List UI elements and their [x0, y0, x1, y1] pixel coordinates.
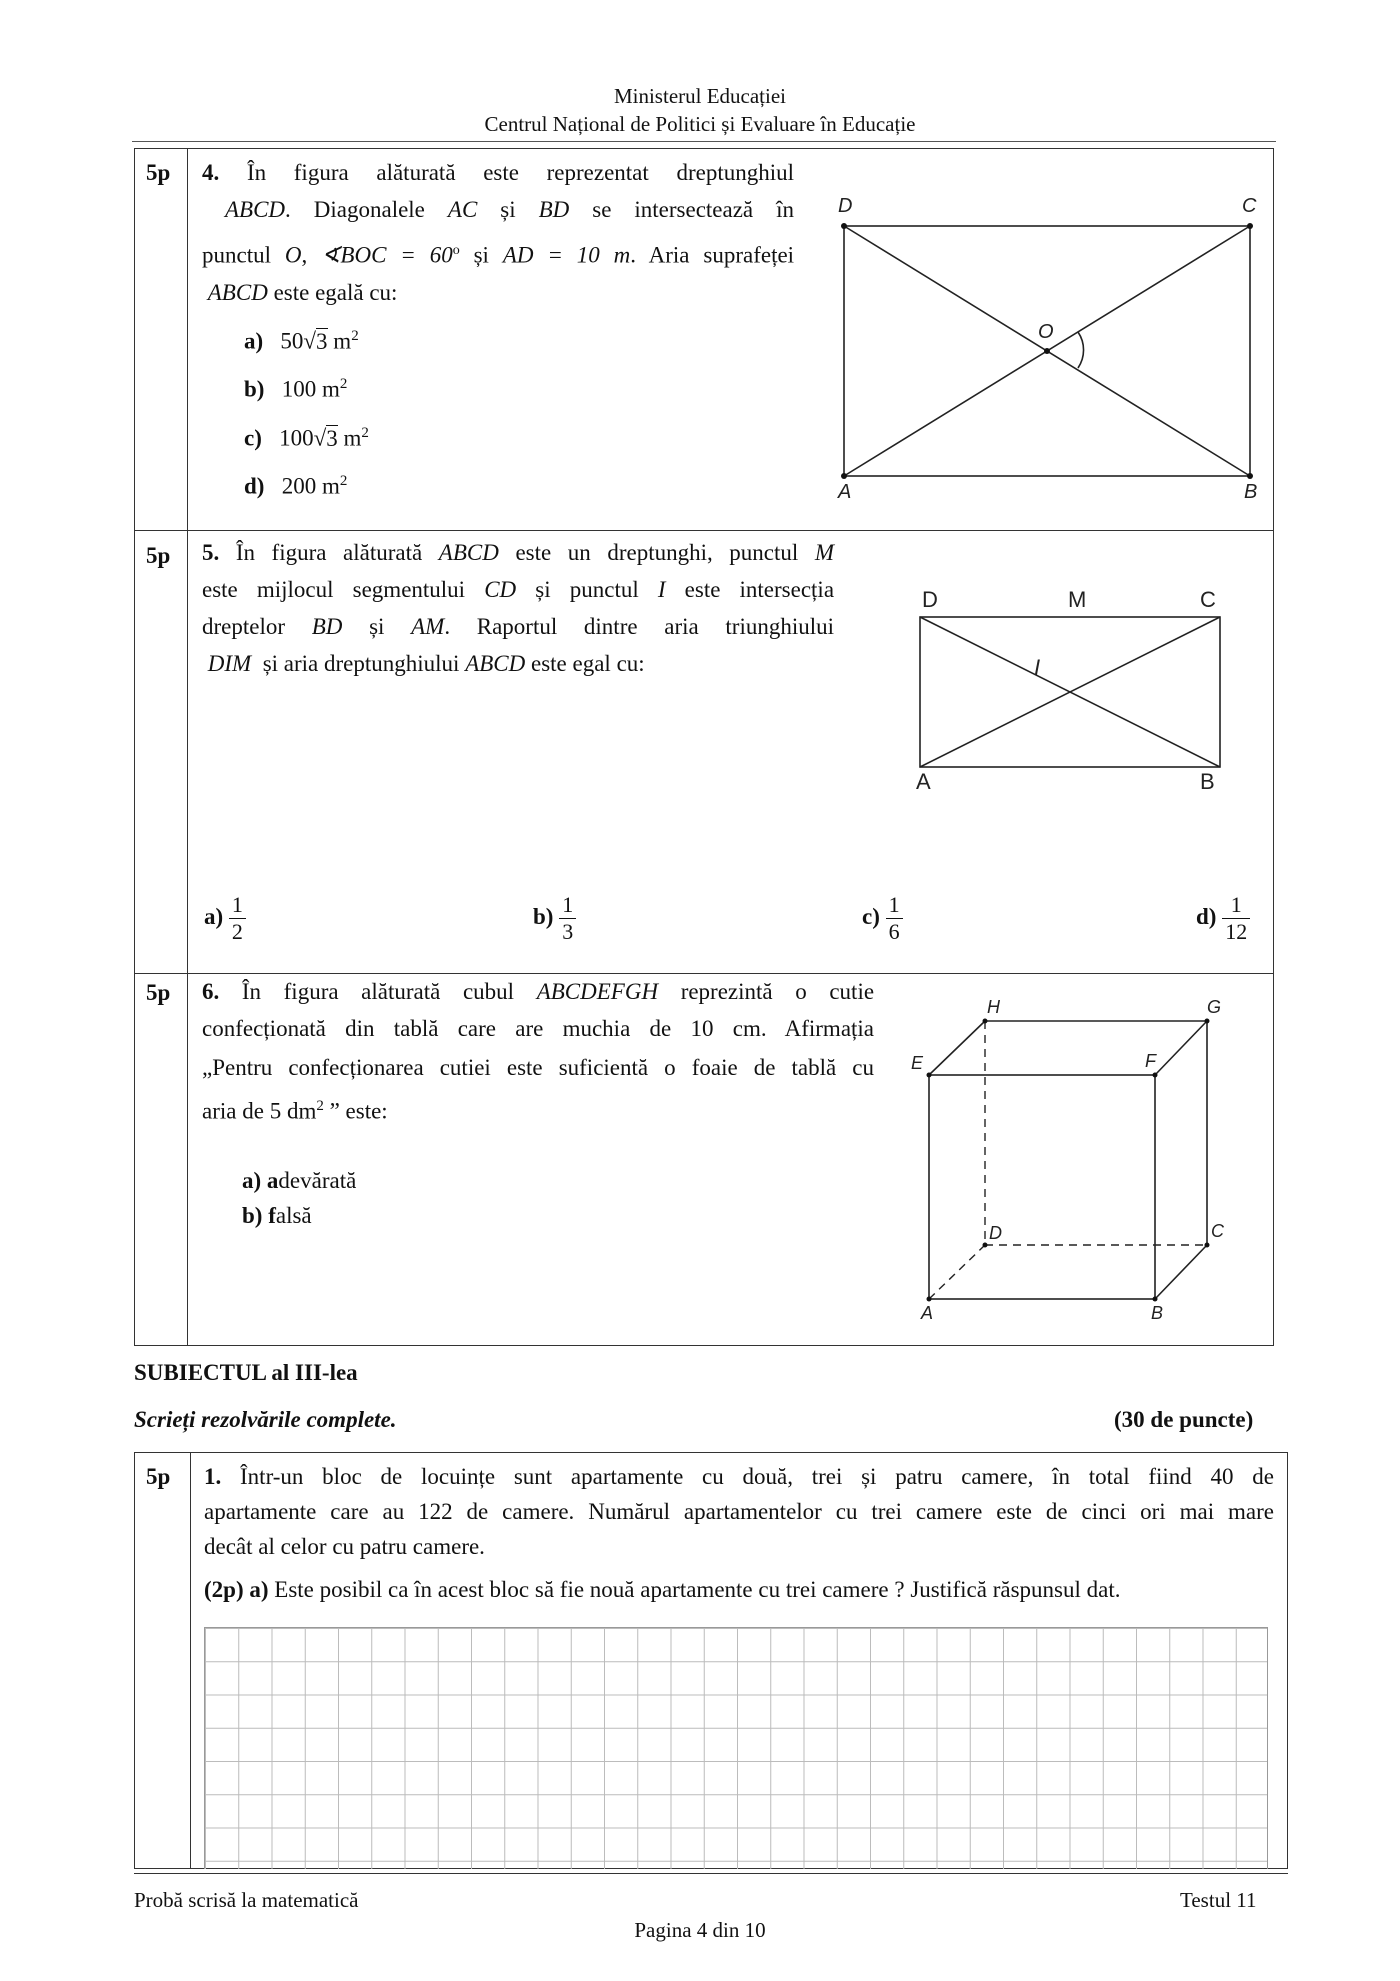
- q6-edge-eh: [929, 1021, 985, 1075]
- q4-text: În figura alăturată este reprezentat dreptunghiul: [246, 160, 794, 185]
- q4-points: 5p: [146, 160, 171, 185]
- q5-label-b: B: [1200, 769, 1215, 794]
- q6-edge-fg: [1155, 1021, 1207, 1075]
- q5-i: I: [657, 577, 666, 602]
- q4-label-a: A: [838, 481, 852, 503]
- section-points: (30 de puncte): [1114, 1407, 1254, 1432]
- q6-cube-figure: [905, 995, 1245, 1325]
- q5-text: este intersecția: [684, 577, 835, 602]
- q6-point-a: [927, 1297, 932, 1302]
- fraction: [229, 892, 246, 945]
- q1-text: apartamente care au: [204, 1499, 405, 1524]
- q5-text: este un dreptunghi, punctul: [515, 540, 799, 565]
- fraction-numerator: 1: [1222, 892, 1250, 919]
- q4-text: ,: [301, 242, 308, 268]
- q4-label-c: C: [1242, 195, 1257, 217]
- q6-statement: [202, 973, 874, 1130]
- option-exp: 2: [361, 425, 369, 441]
- q5-abcd: ABCD: [465, 651, 526, 676]
- option-text: alsă: [275, 1203, 312, 1228]
- q5-label-d: D: [922, 587, 938, 612]
- q6-option-a: [242, 1168, 356, 1194]
- q4-bd: BD: [538, 197, 570, 222]
- option-label: a): [244, 328, 264, 354]
- option-label: a) a: [242, 1168, 279, 1193]
- q1-points: 5p: [146, 1464, 171, 1489]
- option-unit: m: [321, 376, 340, 402]
- q5-am: AM: [411, 614, 445, 639]
- q5-option-c: [862, 892, 903, 945]
- header-ministry: Ministerul Educației: [613, 84, 787, 108]
- option-value: 200: [281, 473, 317, 499]
- option-radicand: 3: [316, 328, 328, 354]
- header-center: Centrul Național de Politici și Evaluare în Educație: [484, 112, 916, 136]
- fraction: [886, 892, 903, 945]
- q6-label-e: E: [911, 1053, 924, 1073]
- q4-rectangle-figure: [820, 190, 1270, 510]
- q6-area-exp: 2: [316, 1098, 324, 1114]
- q4-option-b: [244, 376, 347, 403]
- q5-number: 5.: [202, 540, 220, 565]
- option-unit: m: [321, 473, 340, 499]
- fraction-numerator: 1: [229, 892, 246, 919]
- q4-option-d: [244, 473, 347, 500]
- q6-points: 5p: [146, 980, 171, 1005]
- q6-edge: 10 cm: [690, 1016, 761, 1041]
- q6-area: 5 dm: [269, 1098, 317, 1124]
- q4-point-o: [1044, 348, 1050, 354]
- q4-ac: AC: [447, 197, 478, 222]
- q5-label-c: C: [1200, 587, 1216, 612]
- q6-point-f: [1153, 1073, 1158, 1078]
- q6-point-e: [927, 1073, 932, 1078]
- q5-label-a: A: [916, 769, 931, 794]
- q1-text: de camere. Numărul apartamentelor cu trei camere este de cinci ori mai mare: [466, 1499, 1274, 1524]
- q4-o: O: [284, 242, 302, 268]
- q6-text: confecționată din tablă care are muchia de: [202, 1016, 672, 1041]
- q1-subpoint-label: (2p) a): [204, 1577, 269, 1602]
- q6-label-g: G: [1207, 997, 1222, 1017]
- q5-option-d: [1196, 892, 1250, 945]
- option-exp: 2: [339, 473, 348, 489]
- q4-text: . Aria suprafeței: [630, 242, 795, 268]
- q6-text: aria de: [202, 1098, 264, 1124]
- section-instruction: Scrieți rezolvările complete.: [134, 1407, 397, 1432]
- option-value: 100: [281, 376, 317, 402]
- q6-label-c: C: [1211, 1221, 1224, 1241]
- q4-angle-arc: [1078, 332, 1084, 368]
- q1-number: 1.: [204, 1464, 222, 1489]
- q6-hidden-edge-ad: [929, 1245, 985, 1299]
- option-label: d): [1196, 903, 1217, 929]
- q4-abcd: ABCD: [224, 197, 286, 222]
- q4-text: . Diagonalele: [285, 197, 425, 222]
- fraction: [559, 892, 576, 945]
- q4-label-d: D: [838, 195, 853, 217]
- option-value: 100: [279, 425, 314, 451]
- q1-text: Într-un bloc de locuințe sunt apartamente cu două, trei și patru camere, în total fiind 40 de: [240, 1464, 1275, 1489]
- q1-bottom-rule: [134, 1873, 1288, 1874]
- fraction-denominator: 12: [1225, 919, 1248, 944]
- q4-ad: AD = 10 m: [502, 242, 631, 268]
- q4-point-c: [1247, 223, 1253, 229]
- q6-text: reprezintă o cutie: [680, 979, 875, 1004]
- q6-edge-bc: [1155, 1245, 1207, 1299]
- option-text: devărată: [278, 1168, 357, 1193]
- q1-rooms: 122: [418, 1499, 453, 1524]
- q6-label-a: A: [921, 1303, 934, 1323]
- q4-point-a: [841, 473, 847, 479]
- q5-text: și punctul: [535, 577, 639, 602]
- q5-statement: [202, 534, 834, 682]
- q4-statement: [202, 154, 794, 311]
- q6-number: 6.: [202, 979, 220, 1004]
- q6-label-b: B: [1151, 1303, 1164, 1323]
- q4-angle: ∢BOC = 60: [321, 242, 453, 268]
- q6-point-d: [983, 1243, 988, 1248]
- q4-text: este egală cu:: [273, 279, 398, 305]
- q6-point-g: [1205, 1019, 1210, 1024]
- q4-option-c: c) 100√3 $m^2$: [244, 425, 369, 451]
- q5-text: . Raportul dintre aria triunghiului: [444, 614, 835, 639]
- q5-cd: CD: [484, 577, 517, 602]
- q5-text: În figura alăturată: [235, 540, 423, 565]
- q6-point-h: [983, 1019, 988, 1024]
- option-label: b) f: [242, 1203, 276, 1228]
- option-label: b): [244, 376, 265, 402]
- q4-point-d: [841, 223, 847, 229]
- q6-cube: ABCDEFGH: [536, 979, 659, 1004]
- q4-abcd: ABCD: [207, 279, 268, 305]
- option-value: 50: [280, 328, 304, 354]
- footer-page: Pagina 4 din 10: [634, 1918, 766, 1942]
- answer-grid[interactable]: [204, 1627, 1268, 1869]
- q5-dim: DIM: [207, 651, 252, 676]
- q6-label-d: D: [989, 1223, 1002, 1243]
- q5-option-a: [204, 892, 246, 945]
- q6-option-b: [242, 1203, 312, 1229]
- q5-m: M: [814, 540, 835, 565]
- points-column-divider: [187, 148, 188, 1346]
- footer-left: Probă scrisă la matematică: [134, 1888, 359, 1912]
- q1-subpoint-text: Este posibil ca în acest bloc să fie nouă apartamente cu trei camere ? Justifică răspunsul dat.: [274, 1577, 1121, 1602]
- q4-text: se intersectează în: [592, 197, 795, 222]
- q5-text: și aria dreptunghiului: [262, 651, 460, 676]
- option-label: d): [244, 473, 265, 499]
- q4-option-a: a) 50√3 $m^2$: [244, 328, 359, 354]
- row-divider-4-5: [134, 530, 1274, 531]
- q6-text: În figura alăturată cubul: [241, 979, 515, 1004]
- option-label: a): [204, 903, 224, 929]
- option-exp: 2: [351, 328, 359, 344]
- q5-text: este egal cu:: [531, 651, 645, 676]
- fraction-denominator: 3: [562, 919, 574, 944]
- q4-number: 4.: [202, 160, 220, 185]
- fraction-numerator: 1: [559, 892, 576, 919]
- q4-text: și: [473, 242, 489, 268]
- q5-text: este mijlocul segmentului: [202, 577, 466, 602]
- q1-statement: [204, 1459, 1274, 1607]
- q4-point-b: [1247, 473, 1253, 479]
- q6-label-f: F: [1145, 1051, 1156, 1071]
- q5-points: 5p: [146, 543, 171, 568]
- q4-degree: o: [452, 243, 460, 258]
- q5-option-b: [533, 892, 576, 945]
- option-unit: m: [343, 425, 362, 451]
- q6-text: „Pentru confecționarea cutiei este suficientă o foaie de tablă cu: [202, 1055, 874, 1080]
- q5-rectangle-figure: [900, 575, 1240, 795]
- q5-text: dreptelor: [202, 614, 286, 639]
- q5-abcd: ABCD: [438, 540, 499, 565]
- fraction-numerator: 1: [886, 892, 903, 919]
- q5-label-i: I: [1034, 655, 1041, 680]
- q1-points-divider: [190, 1452, 191, 1869]
- section-title: SUBIECTUL al III-lea: [134, 1360, 358, 1385]
- fraction-denominator: 2: [231, 919, 243, 944]
- q5-text: și: [369, 614, 385, 639]
- fraction: [1222, 892, 1250, 945]
- q6-point-b: [1153, 1297, 1158, 1302]
- q5-bd: BD: [311, 614, 343, 639]
- option-unit: m: [333, 328, 352, 354]
- option-label: c): [244, 425, 262, 451]
- header-rule: [132, 141, 1276, 142]
- fraction-denominator: 6: [888, 919, 900, 944]
- q6-text: . Afirmația: [760, 1016, 875, 1041]
- q4-label-b: B: [1244, 481, 1258, 503]
- q6-point-c: [1205, 1243, 1210, 1248]
- option-exp: 2: [339, 376, 348, 392]
- q6-text: ” este:: [329, 1098, 388, 1124]
- q1-text: decât al celor cu patru camere.: [204, 1534, 485, 1559]
- q6-label-h: H: [987, 997, 1000, 1017]
- q5-label-m: M: [1068, 587, 1087, 612]
- q4-text: punctul: [202, 242, 271, 268]
- option-label: c): [862, 903, 880, 929]
- option-label: b): [533, 903, 554, 929]
- q4-label-o: O: [1038, 321, 1054, 343]
- option-radicand: 3: [326, 425, 338, 451]
- footer-right: Testul 11: [1180, 1888, 1257, 1912]
- q4-text: și: [500, 197, 516, 222]
